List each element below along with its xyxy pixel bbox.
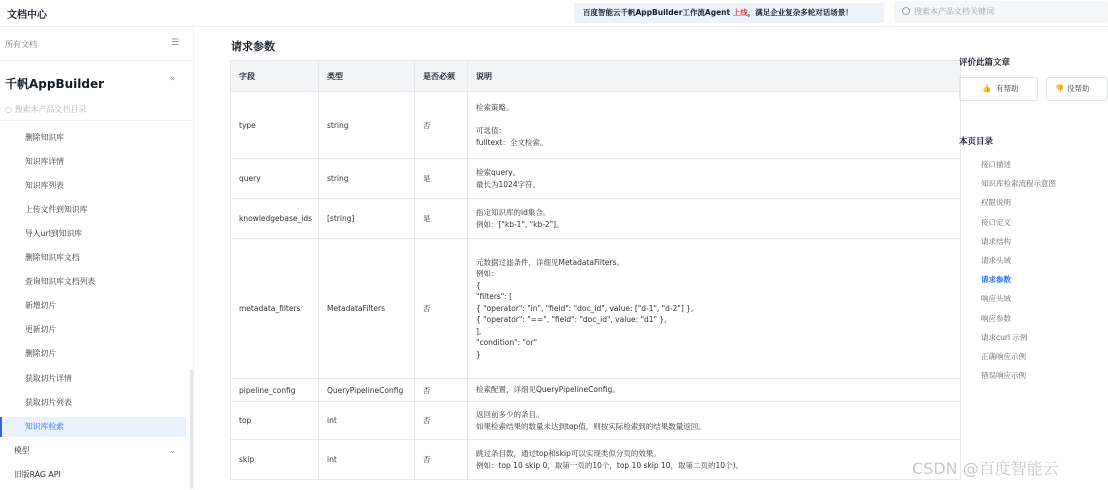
sidebar-item-label: 获取切片详情 — [25, 374, 72, 383]
sidebar-item-label: 删除知识库 — [25, 133, 64, 142]
all-docs-link[interactable]: 所有文档 — [5, 40, 37, 49]
promo-highlight: 上线 — [732, 8, 748, 17]
table-cell-field: skip — [231, 440, 319, 480]
table-cell-required: 否 — [415, 92, 468, 159]
column-header: 说明 — [468, 61, 961, 92]
promo-text-suffix: ，满足企业复杂多轮对话场景！ — [747, 8, 853, 17]
sidebar-item-legacy-rag[interactable] — [0, 465, 186, 485]
product-title: 千帆AppBuilder — [5, 77, 105, 91]
sidebar-item-kb-detail[interactable] — [0, 152, 186, 172]
list-icon[interactable]: ☰ — [171, 38, 180, 48]
toc-item[interactable]: 请求参数 — [981, 275, 1011, 285]
table-row — [231, 440, 961, 480]
sidebar-item-label: 上传文件到知识库 — [25, 205, 88, 214]
doc-search-placeholder: 搜索本产品文档关键词 — [914, 7, 994, 16]
column-header: 字段 — [231, 61, 319, 92]
description-line: 返回前多少的条目。 — [476, 410, 544, 419]
table-cell-description — [468, 199, 961, 239]
description-line: 检索策略。 — [476, 103, 514, 112]
thumbs-down-icon: 👎 — [1055, 84, 1065, 93]
table-cell-type: string — [319, 92, 415, 159]
toc-item[interactable]: 知识库检索流程示意图 — [981, 179, 1056, 189]
sidebar-item-delete-chunk[interactable] — [0, 344, 186, 364]
description-line: ], — [476, 326, 482, 336]
toc-item[interactable]: 错误响应示例 — [981, 371, 1026, 381]
not-helpful-label: 没帮助 — [1067, 84, 1090, 93]
watermark: CSDN @百度智能云 — [912, 459, 1059, 478]
toc-item[interactable]: 接口定义 — [981, 217, 1011, 227]
promo-banner[interactable] — [574, 3, 884, 23]
description-line — [476, 114, 960, 126]
sidebar-search-input[interactable] — [5, 104, 87, 115]
table-cell-field: pipeline_config — [231, 379, 319, 402]
table-cell-required: 否 — [415, 379, 468, 402]
sidebar-item-doc-list[interactable] — [0, 272, 186, 292]
sidebar-item-label: 删除切片 — [25, 349, 57, 358]
column-header: 是否必须 — [415, 61, 468, 92]
description-line: 例如：top 10 skip 0，取第一页的10个，top 10 skip 10，取第二页的10个)。 — [476, 460, 743, 470]
sidebar-item-add-chunk[interactable] — [0, 296, 186, 316]
table-row — [231, 402, 961, 440]
table-cell-description — [468, 159, 961, 199]
table-cell-type: QueryPipelineConfig — [319, 379, 415, 402]
sidebar-item-label: 删除知识库文档 — [25, 253, 80, 262]
sidebar-item-delete-kb[interactable] — [0, 128, 186, 148]
sidebar-item-model[interactable] — [0, 441, 186, 461]
table-cell-field: knowledgebase_ids — [231, 199, 319, 239]
toc-item[interactable]: 请求curl 示例 — [981, 332, 1028, 342]
toc-item[interactable]: 请求头域 — [981, 256, 1011, 265]
column-header: 类型 — [319, 61, 415, 92]
helpful-label: 有帮助 — [996, 84, 1019, 93]
toc-item[interactable]: 接口描述 — [981, 160, 1011, 169]
sidebar-item-upload-file[interactable] — [0, 200, 186, 220]
thumbs-up-icon: 👍 — [982, 84, 992, 93]
description-line: 最长为1024字符。 — [476, 179, 541, 189]
toc-item[interactable]: 正确响应示例 — [981, 352, 1026, 361]
doc-search-input[interactable] — [894, 1, 1108, 23]
table-row — [231, 159, 961, 199]
sidebar-item-label: 知识库列表 — [25, 181, 64, 190]
sidebar-item-import-url[interactable] — [0, 224, 186, 244]
description-line: { — [476, 280, 481, 290]
table-row — [231, 92, 961, 159]
table-cell-required: 否 — [415, 239, 468, 379]
table-row — [231, 199, 961, 239]
description-line: 元数据过滤条件，详细见MetadataFilters。 — [476, 257, 624, 267]
table-row — [231, 239, 961, 379]
sidebar — [0, 27, 194, 490]
table-cell-type: MetadataFilters — [319, 239, 415, 379]
description-line: 跳过条目数，通过top和skip可以实现类似分页的效果。 — [476, 449, 661, 458]
sidebar-item-delete-doc[interactable] — [0, 248, 186, 268]
description-line: } — [476, 349, 481, 359]
toc-title: 本页目录 — [959, 137, 994, 147]
chevron-down-icon: ⌄ — [169, 446, 176, 455]
description-line: 例如： — [476, 269, 499, 279]
table-cell-required: 否 — [415, 440, 468, 480]
sidebar-item-label: 查询知识库文档列表 — [25, 277, 96, 286]
description-line: { "operator": "in", "field": "doc_id", value: ["d-1", "d-2"] }, — [476, 303, 694, 313]
table-cell-description — [468, 92, 961, 159]
table-cell-required: 否 — [415, 402, 468, 440]
toc-item[interactable]: 请求结构 — [981, 236, 1011, 246]
table-cell-type: [string] — [319, 199, 415, 239]
divider — [0, 60, 194, 61]
table-cell-field: top — [231, 402, 319, 440]
table-cell-required: 是 — [415, 159, 468, 199]
description-line: "filters": [ — [476, 292, 513, 302]
sidebar-item-update-chunk[interactable] — [0, 320, 186, 340]
main-content — [194, 27, 908, 490]
sidebar-item-label: 旧版RAG API — [14, 470, 61, 479]
sidebar-scrollbar[interactable] — [190, 369, 193, 489]
sidebar-item-label: 更新切片 — [25, 325, 57, 334]
sidebar-item-chunk-list[interactable] — [0, 393, 186, 413]
rate-title: 评价此篇文章 — [959, 58, 1011, 68]
description-line: fulltext：全文检索。 — [476, 137, 548, 147]
params-table — [230, 60, 961, 480]
collapse-icon[interactable]: » — [170, 74, 176, 84]
toc-item[interactable]: 响应参数 — [981, 313, 1011, 323]
doc-center-title[interactable]: 文档中心 — [7, 10, 47, 21]
table-cell-description — [468, 379, 961, 402]
description-line: 指定知识库的id集合。 — [476, 208, 551, 217]
description-line: 检索配置，详细见QueryPipelineConfig。 — [476, 385, 620, 395]
table-cell-required: 是 — [415, 199, 468, 239]
description-line: 如果检索结果的数量未达到top值，则按实际检索到的结果数量返回。 — [476, 421, 706, 431]
description-line: 检索query。 — [476, 168, 521, 177]
table-cell-description — [468, 402, 961, 440]
sidebar-search-placeholder: 搜索本产品文档目录 — [14, 105, 87, 114]
table-cell-type: string — [319, 159, 415, 199]
toc-item[interactable]: 响应头域 — [981, 294, 1011, 304]
description-line: "condition": "or" — [476, 338, 538, 348]
table-cell-type: int — [319, 440, 415, 480]
sidebar-item-label: 导入url到知识库 — [25, 229, 83, 238]
top-bar — [0, 0, 1108, 27]
description-line: 例如：["kb-1", "kb-2"]。 — [476, 219, 564, 229]
sidebar-item-label: 模型 — [14, 446, 30, 455]
search-icon: ○ — [5, 105, 15, 114]
sidebar-item-label: 知识库详情 — [25, 157, 64, 166]
table-cell-description — [468, 239, 961, 379]
description-line: { "operator": "==", "field": "doc_id", value: "d1" }, — [476, 315, 667, 325]
table-header-row — [231, 61, 961, 92]
table-cell-field: type — [231, 92, 319, 159]
right-panel — [958, 27, 1108, 490]
table-cell-field: query — [231, 159, 319, 199]
promo-text-prefix: 百度智能云千帆AppBuilder工作流Agent — [583, 8, 733, 17]
table-cell-description — [468, 440, 961, 480]
sidebar-item-label: 获取切片列表 — [25, 398, 72, 407]
sidebar-item-chunk-detail[interactable] — [0, 369, 186, 389]
table-cell-field: metadata_filters — [231, 239, 319, 379]
not-helpful-button[interactable] — [1046, 77, 1108, 101]
table-cell-type: int — [319, 402, 415, 440]
sidebar-item-label: 新增切片 — [25, 301, 57, 310]
table-row — [231, 379, 961, 402]
section-heading: 请求参数 — [231, 40, 275, 53]
divider — [0, 120, 194, 121]
sidebar-item-label: 知识库检索 — [25, 422, 64, 431]
search-icon — [902, 7, 910, 15]
description-line: 可选值： — [476, 126, 506, 135]
sidebar-item-kb-search[interactable] — [0, 417, 186, 437]
sidebar-item-kb-list[interactable] — [0, 176, 186, 196]
toc-item[interactable]: 权限说明 — [981, 198, 1011, 208]
helpful-button[interactable] — [959, 77, 1038, 101]
